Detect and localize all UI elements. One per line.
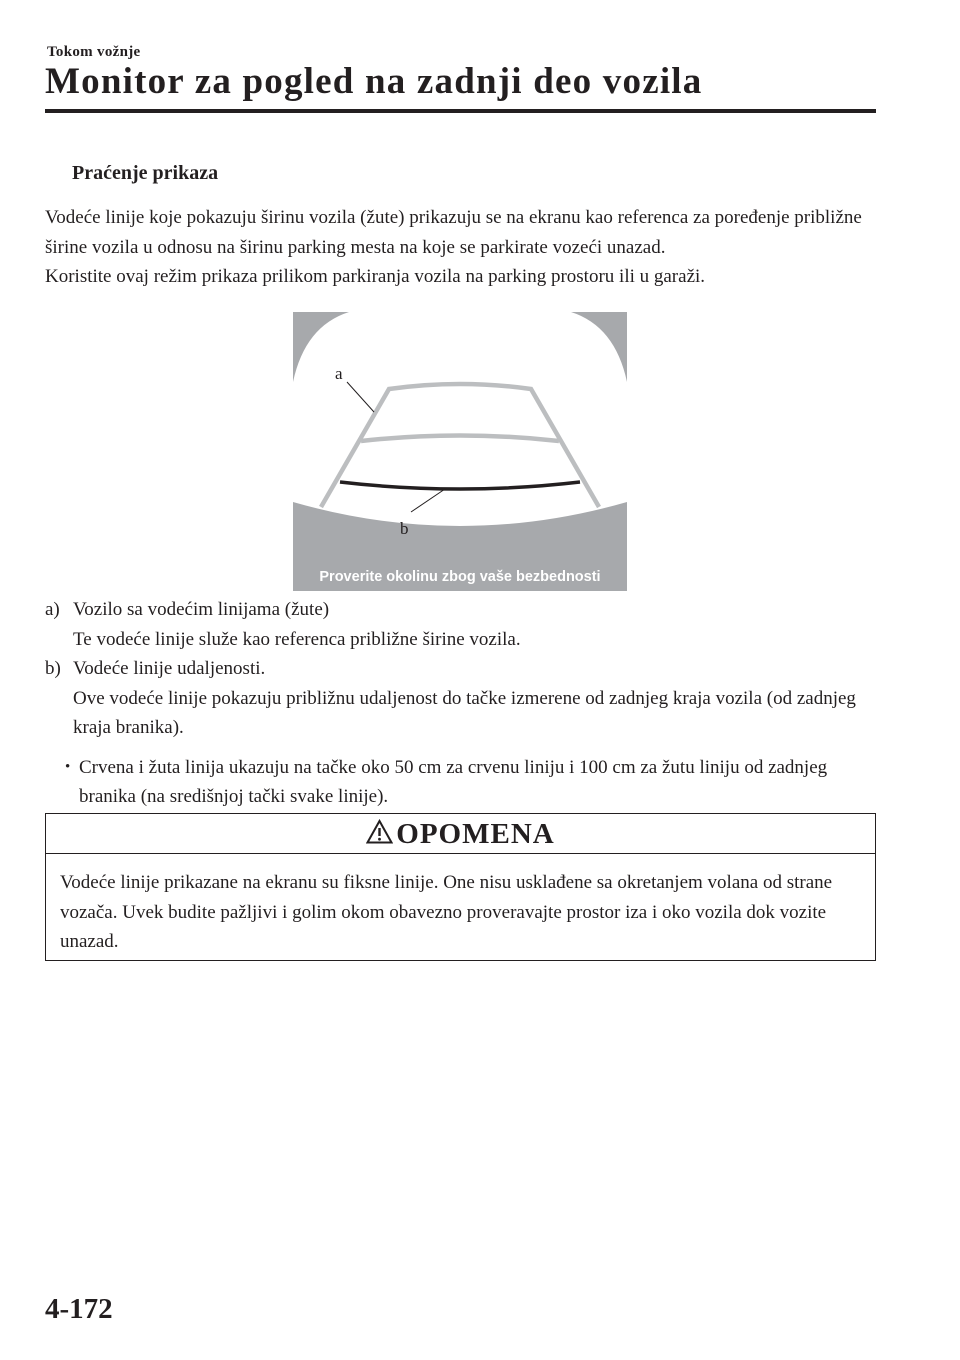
callout-label-b: b: [400, 519, 409, 538]
callout-label-a: a: [335, 364, 343, 383]
legend-item: [45, 595, 885, 654]
legend-title: Vozilo sa vodećim linijama (žute): [73, 599, 330, 620]
figure-legend: [45, 595, 885, 812]
warning-text: Vodeće linije prikazane na ekranu su fiksne linije. One nisu usklađene sa okretanjem volana od strane vozača. Uvek budite pažljivi i golim okom obavezno proveravajte prostor iza i oko vozila dok vozite unazad.: [60, 872, 833, 952]
monitor-caption: Proverite okolinu zbog vaše bezbednosti: [319, 569, 601, 585]
bullet-icon: •: [65, 758, 71, 775]
bullet-note: [45, 753, 885, 812]
warning-triangle-icon: [366, 819, 393, 844]
legend-key: b): [45, 658, 61, 679]
legend-item: [45, 654, 885, 743]
warning-title: OPOMENA: [396, 818, 555, 850]
monitor-screen-illustration: [293, 312, 627, 591]
warning-header: [46, 814, 875, 854]
paragraph: Koristite ovaj režim prikaza prilikom parkiranja vozila na parking prostoru ili u garaži.: [45, 266, 706, 287]
rear-view-monitor-figure: [293, 312, 627, 591]
section-label: Tokom vožnje: [47, 44, 141, 60]
legend-text: Te vodeće linije služe kao referenca približne širine vozila.: [73, 628, 521, 650]
paragraph: Vodeće linije koje pokazuju širinu vozila (žute) prikazuju se na ekranu kao referenca za poređenje približne širine vozila u odnosu na širinu parking mesta na koje se parkirate vozeći unazad.: [45, 207, 862, 258]
title-divider: [45, 109, 876, 113]
subheading: Praćenje prikaza: [72, 162, 219, 184]
legend-key: a): [45, 599, 60, 620]
page-number: 4-172: [45, 1293, 113, 1325]
bullet-text: Crvena i žuta linija ukazuju na tačke oko 50 cm za crvenu liniju i 100 cm za žutu liniju od zadnjeg branika (na središnjoj tački svake linije).: [79, 756, 828, 807]
body-text: [45, 203, 880, 292]
legend-title: Vodeće linije udaljenosti.: [73, 658, 266, 679]
warning-box: [45, 813, 876, 961]
legend-text: Ove vodeće linije pokazuju približnu udaljenost do tačke izmerene od zadnjeg kraja vozila (od zadnjeg kraja branika).: [73, 687, 856, 738]
page-title: Monitor za pogled na zadnji deo vozila: [45, 61, 703, 102]
